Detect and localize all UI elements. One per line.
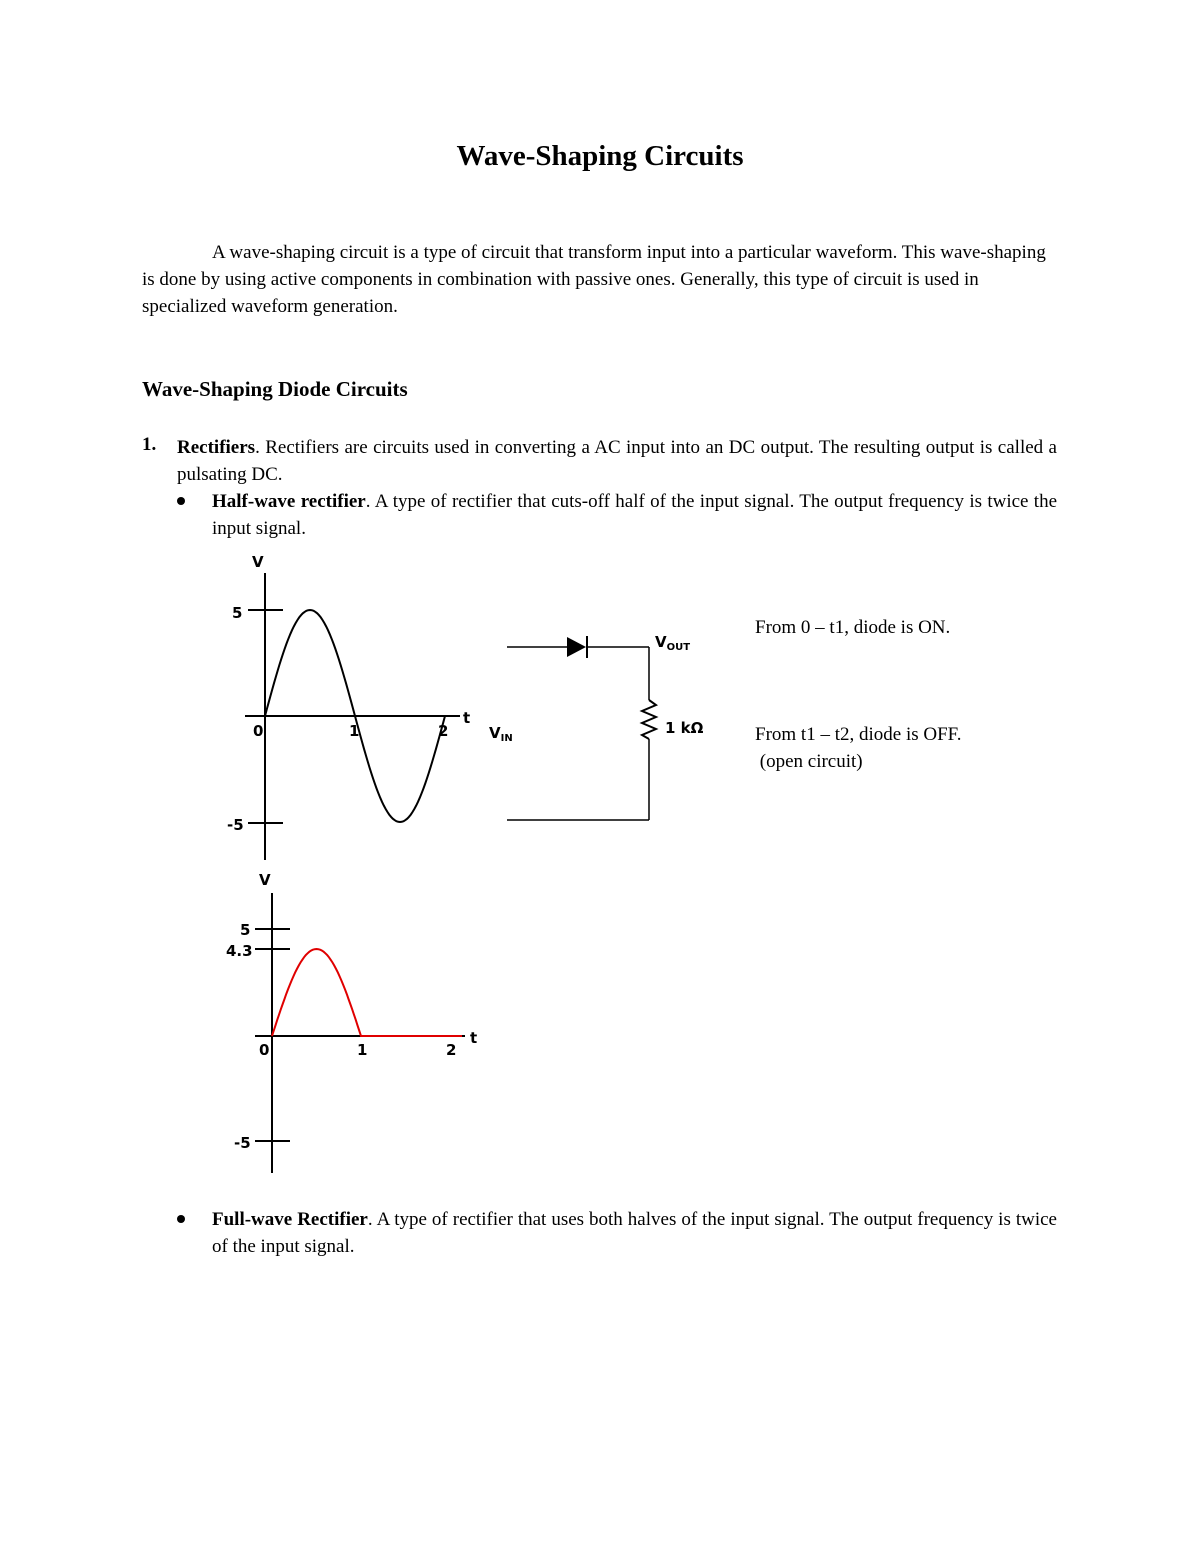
resistor-icon <box>642 700 656 739</box>
note-diode-on: From 0 – t1, diode is ON. <box>755 617 951 638</box>
list-item-body <box>177 434 1057 488</box>
half-wave-text: . A type of rectifier that cuts-off half of the input signal. The output frequency is twice the input signal. <box>212 491 1057 539</box>
note-diode-off: From t1 – t2, diode is OFF. <box>755 724 962 745</box>
x-tick-label-0: 0 <box>259 1041 270 1059</box>
x-tick-label-2: 2 <box>438 722 449 740</box>
intro-paragraph <box>142 239 1057 320</box>
bullet-body <box>212 1206 1057 1260</box>
bullet-icon <box>177 1215 185 1223</box>
rectifiers-text: . Rectifiers are circuits used in converting a AC input into an DC output. The resulting output is called a pulsating DC. <box>177 437 1057 485</box>
y-tick-label-5: 5 <box>232 604 243 622</box>
y-tick-label-4-3: 4.3 <box>226 942 253 960</box>
y-axis-label: V <box>259 871 271 889</box>
input-waveform-graph <box>215 545 480 860</box>
vout-label: $V_{OUT}$ <box>655 633 691 653</box>
page-title: Wave-Shaping Circuits <box>456 140 744 172</box>
y-tick-label-neg5: -5 <box>234 1134 251 1152</box>
term-full-wave: Full-wave Rectifier <box>212 1209 368 1230</box>
y-tick-label-5: 5 <box>240 921 251 939</box>
output-waveform-graph <box>215 865 485 1175</box>
output-half-wave <box>272 949 462 1036</box>
term-half-wave: Half-wave rectifier <box>212 491 366 512</box>
vin-label: $V_{IN}$ <box>489 724 513 744</box>
x-axis-label: t <box>470 1029 478 1047</box>
x-tick-label-1: 1 <box>349 722 360 740</box>
note-open-circuit: (open circuit) <box>755 751 863 772</box>
y-axis-label: V <box>252 553 264 571</box>
term-rectifiers: Rectifiers <box>177 437 256 458</box>
x-axis-label: t <box>463 709 471 727</box>
x-tick-label-2: 2 <box>446 1041 457 1059</box>
intro-text: A wave-shaping circuit is a type of circuit that transform input into a particular waveform. This wave-shaping is done by using active components in combination with passive ones. Generally, this type of circuit is used in specialized waveform generation. <box>142 242 1046 317</box>
bullet-body <box>212 488 1057 542</box>
resistor-label: 1 kΩ <box>665 719 704 737</box>
y-tick-label-neg5: -5 <box>227 816 244 834</box>
x-tick-label-0: 0 <box>253 722 264 740</box>
section-heading: Wave-Shaping Diode Circuits <box>142 377 408 401</box>
x-tick-label-1: 1 <box>357 1041 368 1059</box>
bullet-icon <box>177 497 185 505</box>
list-number: 1. <box>142 434 157 455</box>
diode-icon <box>567 637 586 657</box>
full-wave-text: . A type of rectifier that uses both halves of the input signal. The output frequency is twice of the input signal. <box>212 1209 1057 1257</box>
circuit-diagram <box>485 625 715 835</box>
